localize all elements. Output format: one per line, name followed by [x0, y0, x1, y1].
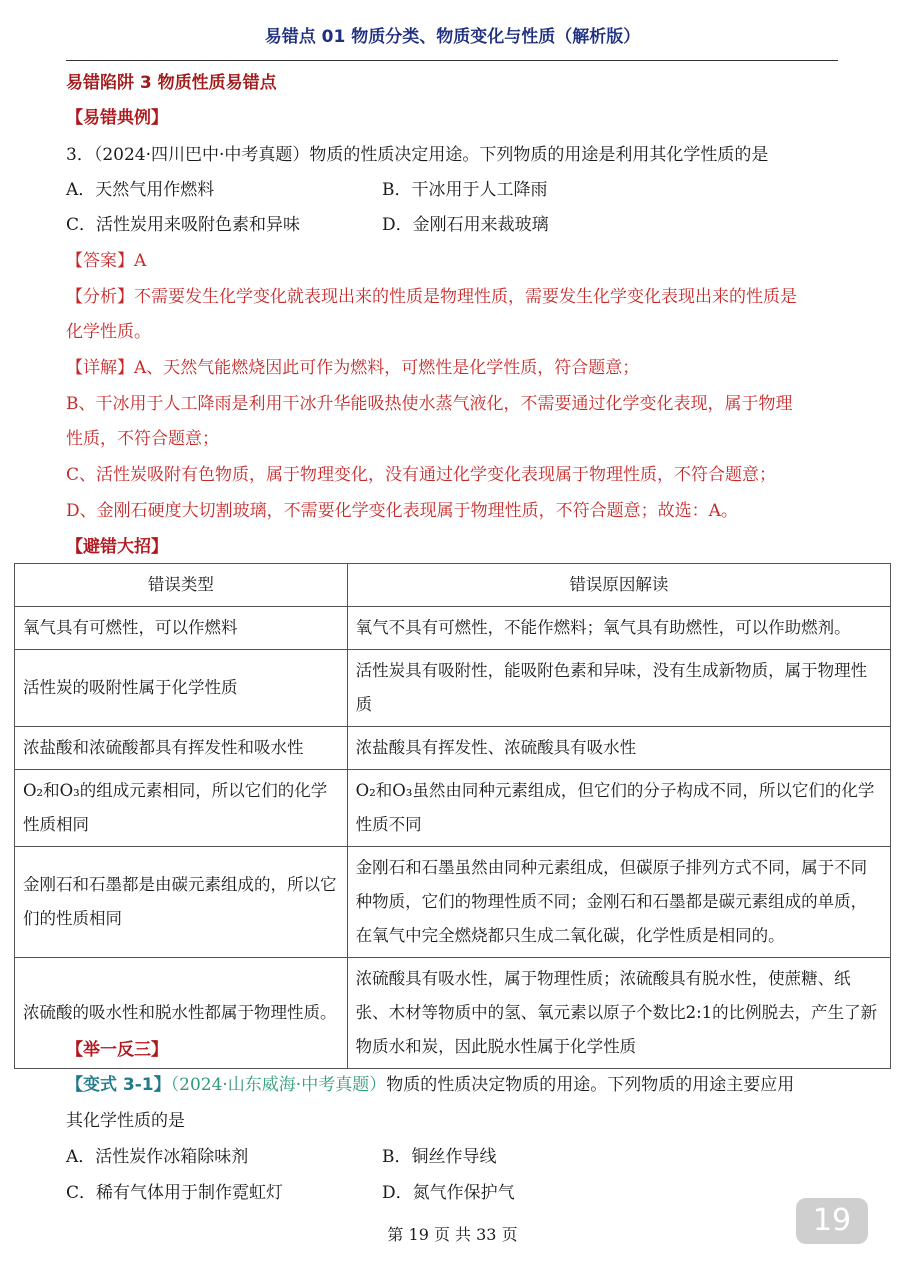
question-source: （2024·山东威海·中考真题）: [170, 1075, 387, 1095]
detail-line-1: 【详解】A、天然气能燃烧因此可作为燃料，可燃性是化学性质，符合题意；: [66, 358, 640, 378]
practice-label: 【举一反三】: [66, 1040, 168, 1060]
error-type-cell: O₂和O₃的组成元素相同，所以它们的化学性质相同: [15, 770, 348, 847]
error-type-cell: 浓硫酸的吸水性和脱水性都属于物理性质。: [15, 958, 348, 1069]
practice-option-d: D．氮气作保护气: [382, 1183, 515, 1203]
example-label: 【易错典例】: [66, 108, 168, 128]
answer-text: 【答案】A: [66, 251, 147, 271]
header-title: 易错点 01 物质分类、物质变化与性质（解析版）: [264, 27, 641, 47]
example-option-d: D．金刚石用来裁玻璃: [382, 215, 549, 235]
error-reason-cell: 金刚石和石墨虽然由同种元素组成，但碳原子排列方式不同，属于不同种物质，它们的物理性质不同；金刚石和石墨都是碳元素组成的单质，在氧气中完全燃烧都只生成二氧化碳，化学性质是相同的。: [347, 847, 890, 958]
error-tips-table: [14, 563, 891, 1069]
detail-line-5: D、金刚石硬度大切割玻璃，不需要化学变化表现属于物理性质，不符合题意；故选：A。: [66, 501, 738, 521]
detail-line-2: B、干冰用于人工降雨是利用干冰升华能吸热使水蒸气液化，不需要通过化学变化表现，属于物理: [66, 394, 793, 414]
practice-question-text: 物质的性质决定物质的用途。下列物质的用途主要应用: [386, 1075, 795, 1095]
table-row: [15, 650, 891, 727]
error-reason-cell: 浓盐酸具有挥发性、浓硫酸具有吸水性: [347, 727, 890, 770]
error-reason-cell: O₂和O₃虽然由同种元素组成，但它们的分子构成不同，所以它们的化学性质不同: [347, 770, 890, 847]
practice-option-a: A．活性炭作冰箱除味剂: [66, 1147, 249, 1167]
practice-question-line-1: [66, 1073, 794, 1097]
example-option-b: B．干冰用于人工降雨: [382, 180, 548, 200]
analysis-line-1: 【分析】不需要发生化学变化就表现出来的性质是物理性质，需要发生化学变化表现出来的性质是: [66, 287, 797, 307]
example-option-a: A．天然气用作燃料: [66, 180, 215, 200]
error-reason-cell: 活性炭具有吸附性，能吸附色素和异味，没有生成新物质，属于物理性质: [347, 650, 890, 727]
table-header-row: [15, 564, 891, 607]
page-footer: 第 19 页 共 33 页: [387, 1225, 518, 1244]
error-type-cell: 浓盐酸和浓硫酸都具有挥发性和吸水性: [15, 727, 348, 770]
column-header-error-type: 错误类型: [15, 564, 348, 607]
column-header-error-reason: 错误原因解读: [347, 564, 890, 607]
error-type-cell: 金刚石和石墨都是由碳元素组成的，所以它们的性质相同: [15, 847, 348, 958]
error-type-cell: 氧气具有可燃性，可以作燃料: [15, 607, 348, 650]
page-number-badge: 19: [796, 1198, 868, 1244]
error-reason-cell: 氧气不具有可燃性，不能作燃料；氧气具有助燃性，可以作助燃剂。: [347, 607, 890, 650]
example-option-c: C．活性炭用来吸附色素和异味: [66, 215, 301, 235]
practice-option-b: B．铜丝作导线: [382, 1147, 497, 1167]
error-reason-cell: 浓硫酸具有吸水性，属于物理性质；浓硫酸具有脱水性，使蔗糖、纸张、木材等物质中的氢、氧元素以原子个数比2:1的比例脱去，产生了新物质水和炭，因此脱水性属于化学性质: [347, 958, 890, 1069]
detail-line-4: C、活性炭吸附有色物质，属于物理变化，没有通过化学变化表现属于物理性质，不符合题意；: [66, 465, 777, 485]
detail-line-3: 性质，不符合题意；: [66, 429, 219, 449]
example-question: 3．（2024·四川巴中·中考真题）物质的性质决定用途。下列物质的用途是利用其化学性质的是: [66, 145, 769, 165]
tips-label: 【避错大招】: [66, 537, 168, 557]
analysis-line-2: 化学性质。: [66, 322, 151, 342]
header-divider: [66, 60, 838, 61]
practice-question-line-2: 其化学性质的是: [66, 1111, 185, 1131]
table-row: [15, 727, 891, 770]
trap-heading: 易错陷阱 3 物质性质易错点: [66, 73, 277, 93]
table-row: [15, 607, 891, 650]
practice-option-c: C．稀有气体用于制作霓虹灯: [66, 1183, 284, 1203]
variant-label: 【变式 3-1】: [66, 1075, 171, 1095]
table-row: [15, 847, 891, 958]
error-type-cell: 活性炭的吸附性属于化学性质: [15, 650, 348, 727]
table-row: [15, 770, 891, 847]
